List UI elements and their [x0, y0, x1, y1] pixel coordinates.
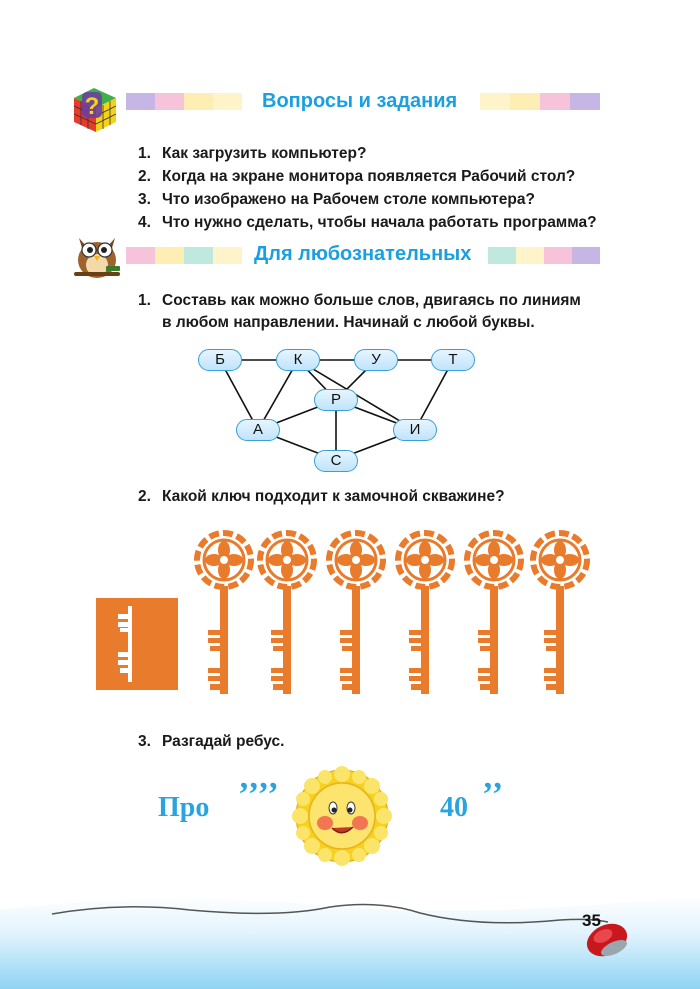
- graph-node-s: С: [314, 450, 358, 472]
- question-4: 4. Что нужно сделать, чтобы начала работать программа?: [138, 214, 597, 231]
- section-title-curious: Для любознательных: [254, 243, 472, 265]
- question-3: 3. Что изображено на Рабочем столе компьютера?: [138, 191, 535, 208]
- key-6: [533, 533, 587, 694]
- svg-text:?: ?: [84, 93, 100, 120]
- section-title-questions: Вопросы и задания: [262, 90, 458, 112]
- task-1-line-1: 1. Составь как можно больше слов, двигаясь по линиям: [138, 292, 581, 309]
- rebus-commas-right: ’’: [482, 776, 505, 813]
- rebus-word: Про: [158, 792, 210, 823]
- sun-face-icon: [292, 766, 392, 866]
- graph-node-a: А: [236, 419, 280, 441]
- key-2: [260, 533, 314, 694]
- question-1: 1. Как загрузить компьютер?: [138, 145, 367, 162]
- task-3: 3. Разгадай ребус.: [138, 733, 285, 750]
- question-2: 2. Когда на экране монитора появляется Рабочий стол?: [138, 168, 576, 185]
- graph-node-i: И: [393, 419, 437, 441]
- graph-node-b: Б: [198, 349, 242, 371]
- graph-node-r: Р: [314, 389, 358, 411]
- bold-term: Рабочий стол: [461, 168, 566, 185]
- page-number: 35: [582, 911, 601, 930]
- key-1: [197, 533, 251, 694]
- task-2: 2. Какой ключ подходит к замочной скважине?: [138, 488, 505, 505]
- key-5: [467, 533, 521, 694]
- task-1-line-2: в любом направлении. Начинай с любой буквы.: [162, 314, 535, 331]
- graph-node-t: Т: [431, 349, 475, 371]
- graph-node-k: К: [276, 349, 320, 371]
- key-3: [329, 533, 383, 694]
- rebus-number: 40: [440, 792, 468, 823]
- rebus-commas-left: ’’’’: [238, 776, 280, 813]
- key-4: [398, 533, 452, 694]
- graph-node-u: У: [354, 349, 398, 371]
- bold-term: Рабочем столе: [312, 191, 427, 208]
